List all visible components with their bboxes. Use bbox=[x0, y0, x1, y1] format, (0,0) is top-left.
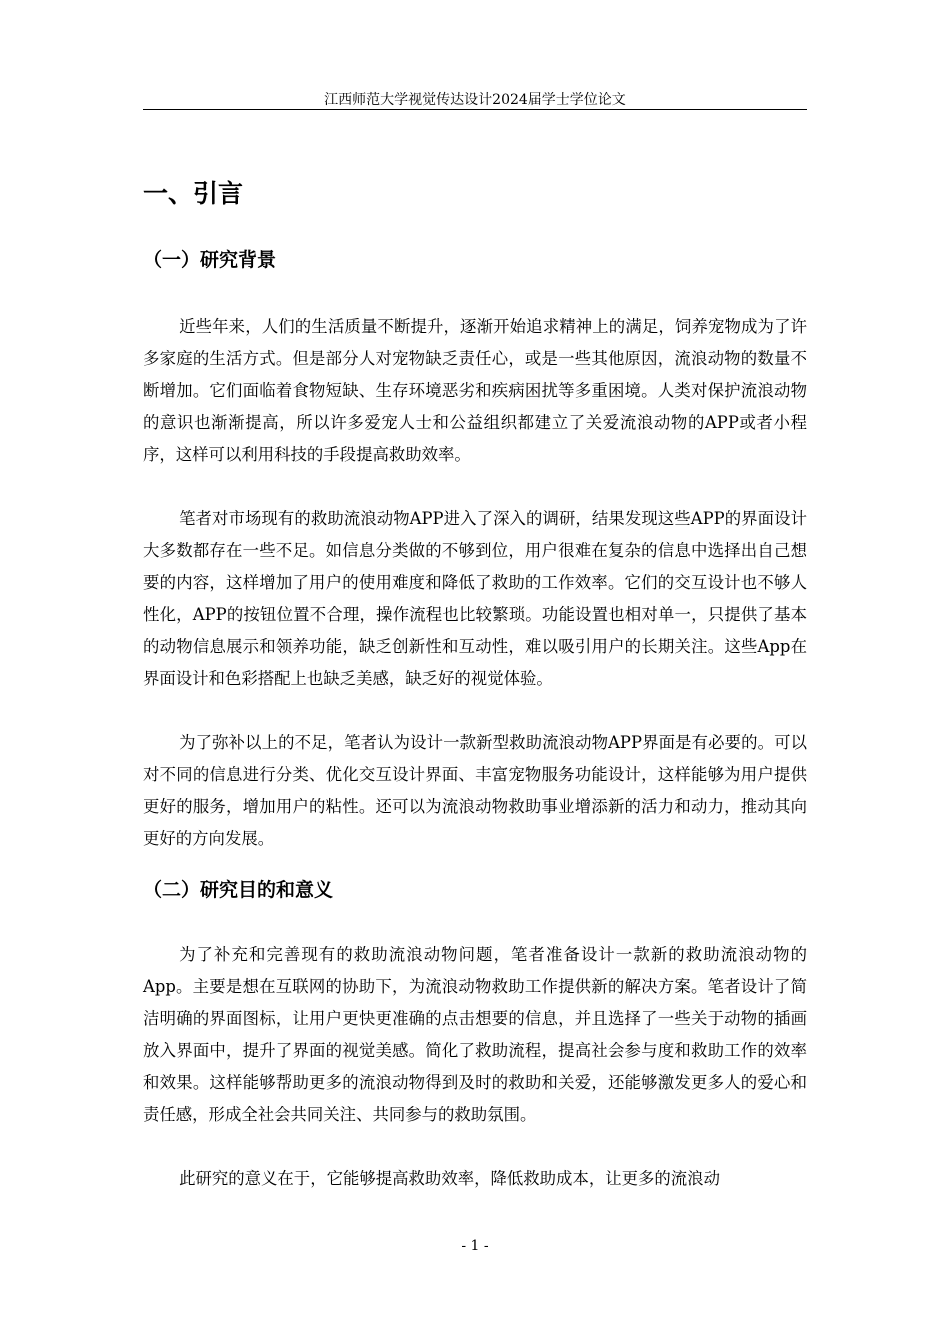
header-rule bbox=[143, 109, 807, 110]
paragraph: 此研究的意义在于，它能够提高救助效率，降低救助成本，让更多的流浪动 bbox=[179, 1169, 720, 1188]
section-heading-purpose: （二）研究目的和意义 bbox=[143, 879, 334, 901]
chapter-title: 一、引言 bbox=[143, 179, 244, 208]
running-header: 江西师范大学视觉传达设计2024届学士学位论文 bbox=[324, 92, 626, 108]
paragraph: 为了弥补以上的不足，笔者认为设计一款新型救助流浪动物APP界面是有必要的。可以对不同的信息进行分类、优化交互设计界面、丰富宠物服务功能设计，这样能够为用户提供更好的服务，增加用户的粘性。还可以为流浪动物救助事业增添新的活力和动力，推动其向更好的方向发展。 bbox=[143, 733, 807, 848]
section-heading-background: （一）研究背景 bbox=[143, 249, 277, 271]
paragraph: 笔者对市场现有的救助流浪动物APP进入了深入的调研，结果发现这些APP的界面设计大多数都存在一些不足。如信息分类做的不够到位，用户很难在复杂的信息中选择出自己想要的内容，这样增加了用户的使用难度和降低了救助的工作效率。它们的交互设计也不够人性化，APP的按钮位置不合理，操作流程也比较繁琐。功能设置也相对单一，只提供了基本的动物信息展示和领养功能，缺乏创新性和互动性，难以吸引用户的长期关注。这些App在界面设计和色彩搭配上也缺乏美感，缺乏好的视觉体验。 bbox=[143, 509, 807, 688]
page-number: - 1 - bbox=[461, 1238, 489, 1254]
paragraph: 为了补充和完善现有的救助流浪动物问题，笔者准备设计一款新的救助流浪动物的App。主要是想在互联网的协助下，为流浪动物救助工作提供新的解决方案。笔者设计了简洁明确的界面图标，让用户更快更准确的点击想要的信息，并且选择了一些关于动物的插画放入界面中，提升了界面的视觉美感。简化了救助流程，提高社会参与度和救助工作的效率和效果。这样能够帮助更多的流浪动物得到及时的救助和关爱，还能够激发更多人的爱心和责任感，形成全社会共同关注、共同参与的救助氛围。 bbox=[143, 945, 807, 1124]
paragraph: 近些年来，人们的生活质量不断提升，逐渐开始追求精神上的满足，饲养宠物成为了许多家庭的生活方式。但是部分人对宠物缺乏责任心，或是一些其他原因，流浪动物的数量不断增加。它们面临着食物短缺、生存环境恶劣和疾病困扰等多重困境。人类对保护流浪动物的意识也渐渐提高，所以许多爱宠人士和公益组织都建立了关爱流浪动物的APP或者小程序，这样可以利用科技的手段提高救助效率。 bbox=[143, 317, 807, 464]
